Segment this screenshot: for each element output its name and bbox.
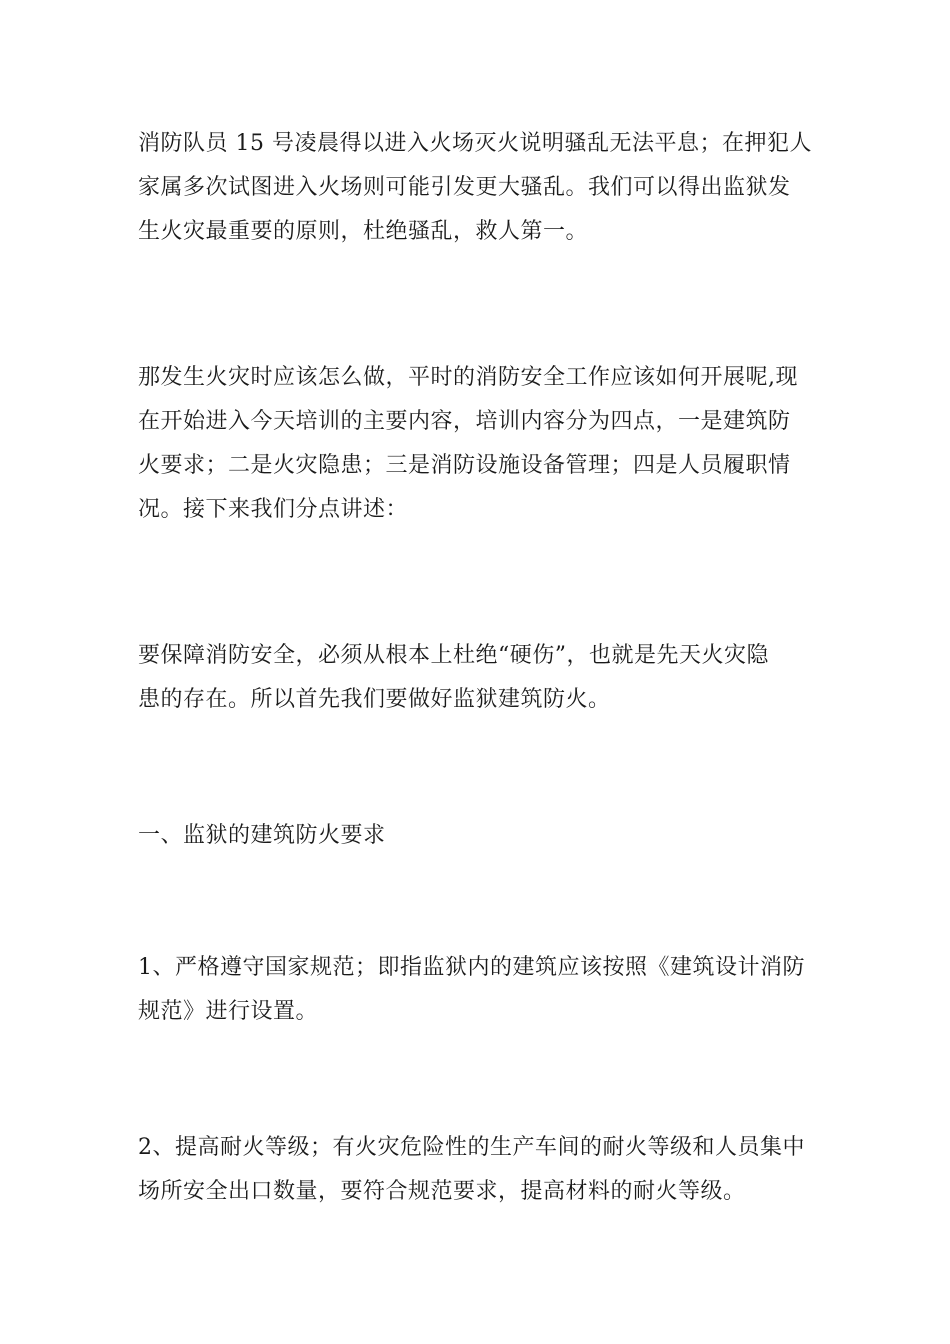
text-line: 生火灾最重要的原则，杜绝骚乱，救人第一。: [138, 219, 589, 244]
heading-text: 一、监狱的建筑防火要求: [138, 823, 386, 848]
text-line: 况。接下来我们分点讲述：: [138, 497, 409, 522]
text-line: 那发生火灾时应该怎么做，平时的消防安全工作应该如何开展呢,现: [138, 365, 798, 390]
text-line: 在开始进入今天培训的主要内容，培训内容分为四点，一是建筑防: [138, 409, 791, 434]
text-line: 2、提高耐火等级；有火灾危险性的生产车间的耐火等级和人员集中: [138, 1135, 805, 1160]
text-line: 1、严格遵守国家规范；即指监狱内的建筑应该按照《建筑设计消防: [138, 955, 805, 980]
section-heading: [138, 814, 803, 858]
text-line: 火要求；二是火灾隐患；三是消防设施设备管理；四是人员履职情: [138, 453, 791, 478]
text-line: 场所安全出口数量，要符合规范要求，提高材料的耐火等级。: [138, 1179, 746, 1204]
text-line: 规范》进行设置。: [138, 999, 319, 1024]
text-line: 要保障消防安全，必须从根本上杜绝“硬伤”，也就是先天火灾隐: [138, 643, 769, 668]
list-item-2: [138, 1126, 803, 1214]
text-line: 家属多次试图进入火场则可能引发更大骚乱。我们可以得出监狱发: [138, 175, 791, 200]
text-line: 患的存在。所以首先我们要做好监狱建筑防火。: [138, 687, 611, 712]
text-line: 消防队员 15 号凌晨得以进入火场灭火说明骚乱无法平息；在押犯人: [138, 131, 812, 156]
paragraph-fire-incident-summary: [138, 122, 812, 254]
list-item-1: [138, 946, 803, 1034]
paragraph-building-fire-safety-intro: [138, 634, 803, 722]
paragraph-training-outline: [138, 356, 803, 532]
